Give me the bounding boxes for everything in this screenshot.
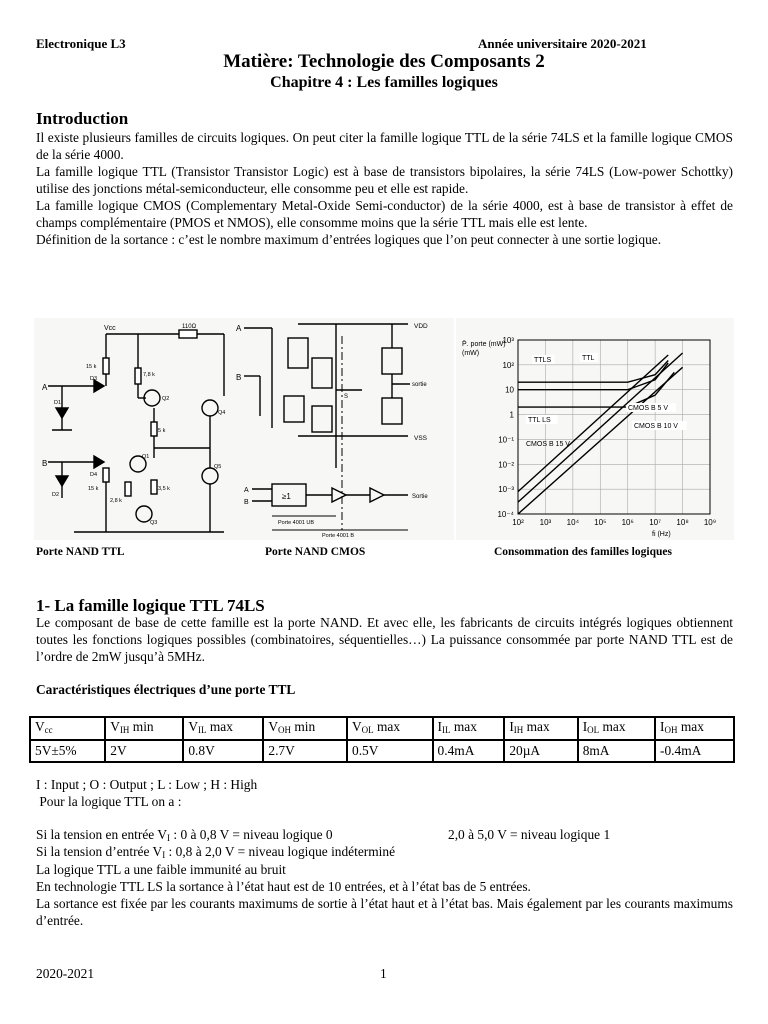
level-line-1-high: 2,0 à 5,0 V = niveau logique 1 xyxy=(448,827,611,842)
table-value-cell: -0.4mA xyxy=(655,740,734,762)
ttl-q3-label: Q3 xyxy=(150,520,158,526)
intro-paragraph-3: La famille logique CMOS (Complementary Metal-Oxide Semi-conductor) de la série 4000, est à base de transistor à effet de champs complémentaire (PMOS et NMOS), elle consomme moins que la série TTL mais elle est lente. xyxy=(36,198,733,230)
intro-heading: Introduction xyxy=(36,109,129,128)
level-line-1: Si la tension en entrée $V_I$ : 0 à 0,8 V = niveau logique 0 xyxy=(36,827,333,843)
cmos-vdd-label: VDD xyxy=(414,323,428,330)
table-header-cell: $V_{IL}$ max xyxy=(183,717,263,740)
chart-x-tick-label: 10⁸ xyxy=(676,518,689,527)
table-value-cell: 2V xyxy=(105,740,183,762)
cmos-s-label: S xyxy=(344,394,349,400)
cmos-input-a-label: A xyxy=(236,324,242,333)
intro-paragraph-1: Il existe plusieurs familles de circuits logiques. On peut citer la famille logique TTL de la série 74LS et la famille logique CMOS de la série 4000. xyxy=(36,130,733,162)
table-header-cell: $I_{IL}$ max xyxy=(433,717,505,740)
footer-year: 2020-2021 xyxy=(36,966,95,981)
caption-power: Consommation des familles logiques xyxy=(494,546,672,558)
svg-text:≥1: ≥1 xyxy=(282,492,291,501)
chart-x-tick-label: 10⁴ xyxy=(566,518,580,527)
cmos-4001ub-label: Porte 4001 UB xyxy=(278,520,315,526)
table-header-cell: $V_{OL}$ max xyxy=(347,717,433,740)
chart-x-tick-label: 10⁷ xyxy=(649,518,662,527)
chart-y-tick-label: 1 xyxy=(509,410,514,420)
ttl-r5-label: 15 k xyxy=(88,486,99,492)
table-value-cell: 5V±5% xyxy=(30,740,105,762)
ttl-characteristics-table xyxy=(29,716,735,763)
cmos-gate-a-label: A xyxy=(244,487,249,494)
ttl-r7-label: 3,5 k xyxy=(158,486,170,492)
cmos-vss-label: VSS xyxy=(414,435,428,442)
cmos-gate-sortie-label: Sortie xyxy=(412,494,428,500)
chart-x-tick-label: 10⁹ xyxy=(703,518,717,527)
cmos-nand-schematic xyxy=(232,318,454,540)
cmos-4001b-label: Porte 4001 B xyxy=(322,533,355,539)
chart-series-label: TTL LS xyxy=(528,417,551,424)
chart-y-tick-label: 10 xyxy=(505,385,514,395)
ttl-d3-label: D3 xyxy=(90,376,98,382)
intro-text xyxy=(36,129,733,248)
power-consumption-chart xyxy=(456,318,734,540)
chart-y-tick-label: 10² xyxy=(502,360,514,370)
table-value-cell: 20µA xyxy=(504,740,577,762)
table-header-cell: $I_{OH}$ max xyxy=(655,717,734,740)
ttl-input-b-label: B xyxy=(42,459,48,468)
table-value-cell: 0.5V xyxy=(347,740,433,762)
chart-y-tick-label: 10⁻⁴ xyxy=(497,510,514,519)
table-header-cell: $V_{OH}$ min xyxy=(263,717,347,740)
chart-x-tick-label: 10² xyxy=(512,518,524,527)
ttl-q1-label: Q1 xyxy=(142,454,150,460)
chart-series-label: TTLS xyxy=(534,357,552,364)
intro-paragraph-4: Définition de la sortance : c’est le nombre maximum d’entrées logiques que l’on peut connecter à une sortie logique. xyxy=(36,232,662,247)
cmos-sortie-label: sortie xyxy=(412,382,427,388)
ttl-d4-label: D4 xyxy=(90,472,98,478)
ttl-q5-label: Q5 xyxy=(214,464,222,470)
chapter-title: Chapitre 4 : Les familles logiques xyxy=(270,74,498,91)
section1-paragraph: Le composant de base de cette famille est la porte NAND. Et avec elle, les fabricants de circuits intégrés logiques obtiennent toutes les fonctions logiques possibles (combinatoires, séquentielles…) La puissance consommée par porte NAND TTL est de l’ordre de 2mW jusqu’à 5MHz. xyxy=(36,615,733,664)
chart-xlabel: fi (Hz) xyxy=(652,531,671,538)
level-line-2: Si la tension d’entrée $V_I$ : 0,8 à 2,0 V = niveau logique indéterminé xyxy=(36,844,396,860)
table-header-cell: $I_{IH}$ max xyxy=(504,717,577,740)
table-header-cell: $V_{IH}$ min xyxy=(105,717,183,740)
table-value-cell: 8mA xyxy=(578,740,655,762)
fanout-line: En technologie TTL LS la sortance à l’état haut est de 10 entrées, et à l’état bas de 5 entrées. xyxy=(36,879,531,894)
page-title: Matière: Technologie des Composants 2 xyxy=(223,51,545,72)
chart-y-tick-label: 10⁻¹ xyxy=(498,435,514,445)
caption-cmos: Porte NAND CMOS xyxy=(265,546,366,558)
ttl-d2-label: D2 xyxy=(52,492,60,498)
chart-y-tick-label: 10⁻³ xyxy=(498,485,514,495)
chart-series-label: CMOS B 15 V xyxy=(526,441,570,448)
table-value-cell: 2.7V xyxy=(263,740,347,762)
chart-y-tick-label: 10³ xyxy=(502,336,514,345)
section1-legend: I : Input ; O : Output ; L : Low ; H : High xyxy=(36,777,258,792)
ttl-q4-label: Q4 xyxy=(218,410,226,416)
section1-heading: 1- La famille logique TTL 74LS xyxy=(36,596,265,615)
ttl-q2-label: Q2 xyxy=(162,396,170,402)
caption-ttl: Porte NAND TTL xyxy=(36,546,125,558)
ttl-nand-schematic xyxy=(34,318,238,540)
chart-ylabel: P̄. porte (mW) xyxy=(462,341,506,348)
table-value-cell: 0.4mA xyxy=(433,740,505,762)
ttl-r1-label: 110Ω xyxy=(182,324,197,330)
chart-ylabel-unit: (mW) xyxy=(462,350,480,357)
chart-series-label: CMOS B 10 V xyxy=(634,423,678,430)
chart-y-tick-label: 10⁻² xyxy=(498,460,514,470)
header-year: Année universitaire 2020-2021 xyxy=(478,36,647,51)
header-course: Electronique L3 xyxy=(36,36,126,51)
table-header-row xyxy=(30,717,734,740)
ttl-r4-label: 5 k xyxy=(158,428,166,434)
fanout-current-line: La sortance est fixée par les courants maximums de sortie à l’état haut et à l’état bas. Mais également par les courants maximums d’entrée. xyxy=(36,896,733,928)
noise-immunity-line: La logique TTL a une faible immunité au bruit xyxy=(36,862,286,877)
ttl-input-a-label: A xyxy=(42,383,48,392)
intro-paragraph-2: La famille logique TTL (Transistor Transistor Logic) est à base de transistors bipolaires, la série 74LS (Low-power Schottky) utilise des jonctions métal-semiconducteur, elle consomme peu et elle est rapide. xyxy=(36,164,733,196)
table-header-cell: $V_{cc}$ xyxy=(30,717,105,740)
chart-x-tick-label: 10⁵ xyxy=(594,518,607,527)
chart-x-tick-label: 10³ xyxy=(539,518,552,527)
table-header-cell: $I_{OL}$ max xyxy=(578,717,655,740)
cmos-gate-b-label: B xyxy=(244,499,249,506)
chart-series-label: TTL xyxy=(582,355,595,362)
table-title: Caractéristiques électriques d’une porte TTL xyxy=(36,682,296,697)
table-value-cell: 0.8V xyxy=(183,740,263,762)
section1-pour: Pour la logique TTL on a : xyxy=(36,794,182,809)
ttl-r6-label: 2,8 k xyxy=(110,498,122,504)
ttl-r3-label: 7,8 k xyxy=(143,372,155,378)
ttl-d1-label: D1 xyxy=(54,400,62,406)
table-value-row xyxy=(30,740,734,762)
cmos-input-b-label: B xyxy=(236,373,242,382)
ttl-r2-label: 15 k xyxy=(86,364,97,370)
chart-series-label: CMOS B 5 V xyxy=(628,405,669,412)
page-number: 1 xyxy=(380,966,387,981)
chart-x-tick-label: 10⁶ xyxy=(621,518,634,527)
ttl-vcc-label: Vcc xyxy=(104,325,116,332)
